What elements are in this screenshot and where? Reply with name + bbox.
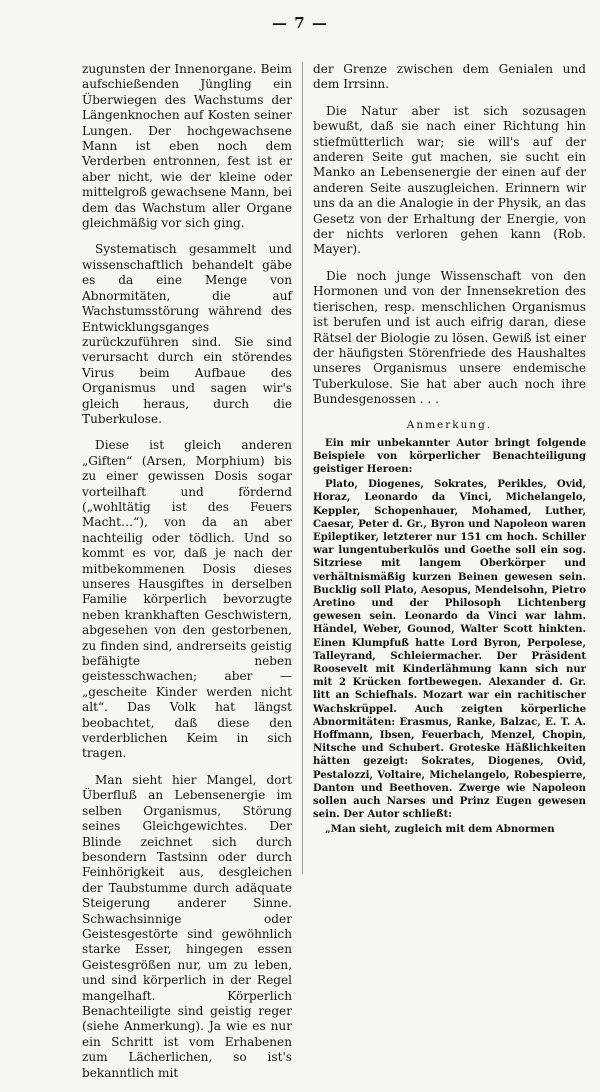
footnote-heading: Anmerkung. [406, 418, 493, 431]
column-divider [302, 62, 303, 874]
footnote-section [313, 419, 586, 837]
footnote-paragraph: „Man sieht, zugleich mit dem Abnormen [325, 824, 555, 836]
left-column [82, 62, 292, 1092]
paragraph: Die noch junge Wissenschaft von den Hormonen und von der Innensekretion des tierischen, resp. menschlichen Organismus ist berufen und ist auch eifrig daran, diese Rätsel der Biologie zu lösen. Gewiß ist einer der häufigsten Störenfriede des Haushaltes unseres Organismus unsere endemische Tuberkulose. Sie hat aber auch noch ihre Bundesgenossen . . . [313, 268, 586, 407]
paragraph: Die Natur aber ist sich sozusagen bewußt, daß sie nach einer Richtung hin stiefmütterlich war; sie will's auf der anderen Seite gut machen, sie sucht ein Manko an Lebensenergie der einen auf der anderen Seite auszugleichen. Erinnern wir uns da an die Analogie in der Physik, an das Gesetz von der Erhaltung der Energie, von der nichts verloren gehen kann (Rob. Mayer). [313, 103, 586, 257]
paragraph: zugunsten der Innenorgane. Beim aufschießenden Jüngling ein Überwiegen des Wachstums der Längenknochen auf Kosten seiner Lungen. Der hochgewachsene Mann ist eben noch dem Verderben entronnen, fest ist er aber nicht, wie der kleine oder mittelgroß gewachsene Mann, bei dem das Wachstum aller Organe gleichmäßig vor sich ging. [82, 62, 292, 231]
footnote-paragraph: Plato, Diogenes, Sokrates, Perikles, Ovid, Horaz, Leonardo da Vinci, Michelangelo, Keppler, Schopenhauer, Mohamed, Luther, Caesar, Peter d. Gr., Byron und Napoleon waren Epileptiker, letzterer nur 151 cm hoch. Schiller war lungentuberkulös und Goethe soll ein sog. Sitzriese mit langem Oberkörper und verhältnismäßig kurzen Beinen gewesen sein. Bucklig soll Plato, Aesopus, Mendelsohn, Pietro Aretino und der Philosoph Lichtenberg gewesen sein. Leonardo da Vinci war lahm. Händel, Weber, Gounod, Walter Scott hinkten. Einen Klumpfuß hatte Lord Byron, Perpolese, Talleyrand, Schleiermacher. Der Präsident Roosevelt mit Kinderlähmung kann sich nur mit 2 Krücken fortbewegen. Alexander d. Gr. litt an Schiefhals. Mozart war ein rachitischer Wachskrüppel. Auch zeigten körperliche Abnormitäten: Erasmus, Ranke, Balzac, E. T. A. Hoffmann, Ibsen, Feuerbach, Menzel, Chopin, Nitsche und Schubert. Groteske Häßlichkeiten hätten gezeigt: Sokrates, Diogenes, Ovid, Pestalozzi, Voltaire, Michelangelo, Robespierre, Danton und Beethoven. Zwerge wie Napoleon sollen auch Narses und Prinz Eugen gewesen sein. Der Autor schließt: [313, 479, 586, 821]
right-column [313, 62, 586, 839]
paragraph: Man sieht hier Mangel, dort Überfluß an Lebensenergie im selben Organismus, Störung seines Gleichgewichtes. Der Blinde zeichnet sich durch besondern Tastsinn oder durch Feinhörigkeit aus, desgleichen der Taubstumme durch adäquate Steigerung anderer Sinne. Schwachsinnige oder Geistesgestörte sind gewöhnlich starke Esser, hingegen essen Geistesgrößen nur, um zu leben, und sind körperlich in der Regel mangelhaft. Körperlich Benachteiligte sind geistig reger (siehe Anmerkung). Ja wie es nur ein Schritt ist vom Erhabenen zum Lächerlichen, so ist's bekanntlich mit [82, 772, 292, 1080]
footnote-paragraph: Ein mir unbekannter Autor bringt folgende Beispiele von körperlicher Benachteiligung geistiger Heroen: [313, 437, 586, 475]
paragraph: Diese ist gleich anderen „Giften“ (Arsen, Morphium) bis zu einer gewissen Dosis sogar vorteilhaft und fördernd („wohltätig ist des Feuers Macht…“), von da an aber nachteilig oder tödlich. Und so kommt es vor, daß je nach der mitbekommenen Dosis dieses unseres Hausgiftes in derselben Familie körperlich bevorzugte neben krankhaften Geschwistern, abgesehen von den gestorbenen, zu finden sind, andrerseits geistig befähigte neben geistesschwachen; aber — „gescheite Kinder werden nicht alt“. Das Volk hat längst beobachtet, daß diese den verderblichen Keim in sich tragen. [82, 438, 292, 761]
paragraph: Systematisch gesammelt und wissenschaftlich behandelt gäbe es da eine Menge von Abnormitäten, die auf Wachstumsstörung während des Entwicklungsganges zurückzuführen sind. Sie sind verursacht durch ein störendes Virus beim Aufbaue des Organismus und sagen wir's gleich heraus, durch die Tuberkulose. [82, 242, 292, 426]
page-number: — 7 — [272, 14, 328, 32]
paragraph: der Grenze zwischen dem Genialen und dem Irrsinn. [313, 62, 586, 92]
